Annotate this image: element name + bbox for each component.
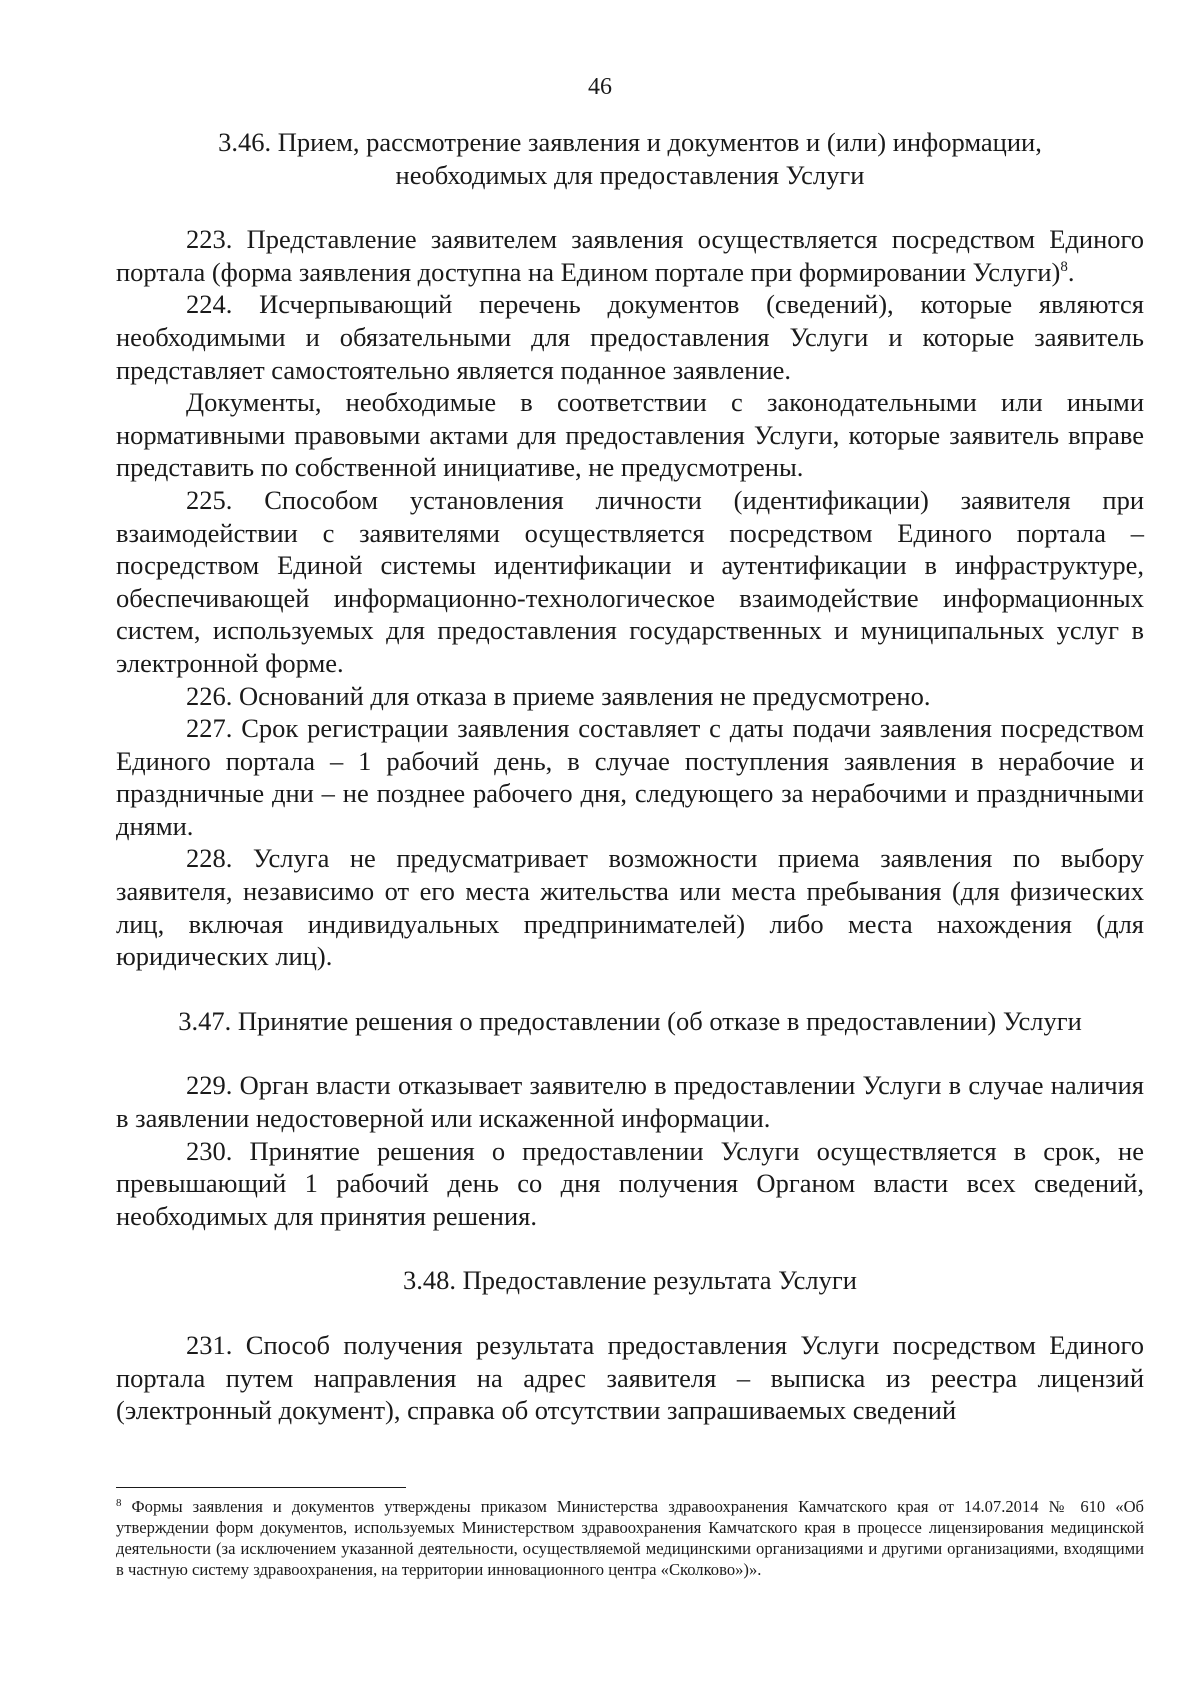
footnote-text: Формы заявления и документов утверждены приказом Министерства здравоохранения Камчатского края от 14.07.2014 № 610 «Об утверждении форм документов, используемых Министерством здравоохранения Камчатского края в процессе лицензирования медицинской деятельности (за исключением указанной деятельности, осуществляемой медицинскими организациями и другими организациями, входящими в частную систему здравоохранения, на территории инновационного центра «Сколково»)».: [116, 1497, 1144, 1579]
paragraph-223-end: .: [1067, 256, 1075, 287]
paragraph-223: [116, 223, 1144, 288]
footnote-marker: 8: [116, 1497, 122, 1509]
spacer: [116, 1297, 1144, 1329]
footnote: [116, 1496, 1144, 1580]
paragraph-225: 225. Способом установления личности (идентификации) заявителя при взаимодействии с заявителями осуществляется посредством Единого портала – посредством Единой системы идентификации и аутентификации в инфраструктуре, обеспечивающей информационно-технологическое взаимодействие информационных систем, используемых для предоставления государственных и муниципальных услуг в электронной форме.: [116, 484, 1144, 678]
paragraph-223-text: 223. Представление заявителем заявления осуществляется посредством Единого портала (форма заявления доступна на Едином портале при формировании Услуги): [116, 224, 1144, 287]
paragraph-224-documents: Документы, необходимые в соответствии с законодательными или иными нормативными правовыми актами для предоставления Услуги, которые заявитель вправе представить по собственной инициативе, не предусмотрены.: [116, 387, 1144, 483]
spacer: [116, 1037, 1144, 1069]
paragraph-228: 228. Услуга не предусматривает возможности приема заявления по выбору заявителя, независимо от его места жительства или места пребывания (для физических лиц, включая индивидуальных предпринимателей) либо места нахождения (для юридических лиц).: [116, 843, 1144, 972]
section-346-heading: [116, 126, 1144, 191]
spacer: [116, 973, 1144, 1005]
section-347-heading: 3.47. Принятие решения о предоставлении (об отказе в предоставлении) Услуги: [178, 1005, 1082, 1036]
paragraph-226: 226. Оснований для отказа в приеме заявления не предусмотрено.: [186, 680, 931, 711]
spacer: [116, 1232, 1144, 1264]
footnote-divider: [116, 1487, 406, 1488]
spacer: [116, 191, 1144, 223]
paragraph-227: 227. Срок регистрации заявления составляет с даты подачи заявления посредством Единого портала – 1 рабочий день, в случае поступления заявления в нерабочие и праздничные дни – не позднее рабочего дня, следующего за нерабочими и праздничными днями.: [116, 713, 1144, 841]
paragraph-230: 230. Принятие решения о предоставлении Услуги осуществляется в срок, не превышающий 1 рабочий день со дня получения Органом власти всех сведений, необходимых для принятия решения.: [116, 1135, 1144, 1231]
section-346-title-line2: необходимых для предоставления Услуги: [395, 159, 865, 190]
footnote-reference: 8: [1060, 258, 1068, 275]
section-348-heading: 3.48. Предоставление результата Услуги: [403, 1265, 857, 1296]
body-text: [116, 126, 1144, 1427]
page-number: 46: [588, 74, 612, 100]
section-346-title-line1: 3.46. Прием, рассмотрение заявления и документов и (или) информации,: [218, 127, 1042, 157]
paragraph-224: 224. Исчерпывающий перечень документов (сведений), которые являются необходимыми и обязательными для предоставления Услуги и которые заявитель представляет самостоятельно является поданное заявление.: [116, 289, 1144, 385]
paragraph-229: 229. Орган власти отказывает заявителю в предоставлении Услуги в случае наличия в заявлении недостоверной или искаженной информации.: [116, 1070, 1144, 1134]
paragraph-231: 231. Способ получения результата предоставления Услуги посредством Единого портала путем направления на адрес заявителя – выписка из реестра лицензий (электронный документ), справка об отсутствии запрашиваемых сведений: [116, 1330, 1144, 1426]
